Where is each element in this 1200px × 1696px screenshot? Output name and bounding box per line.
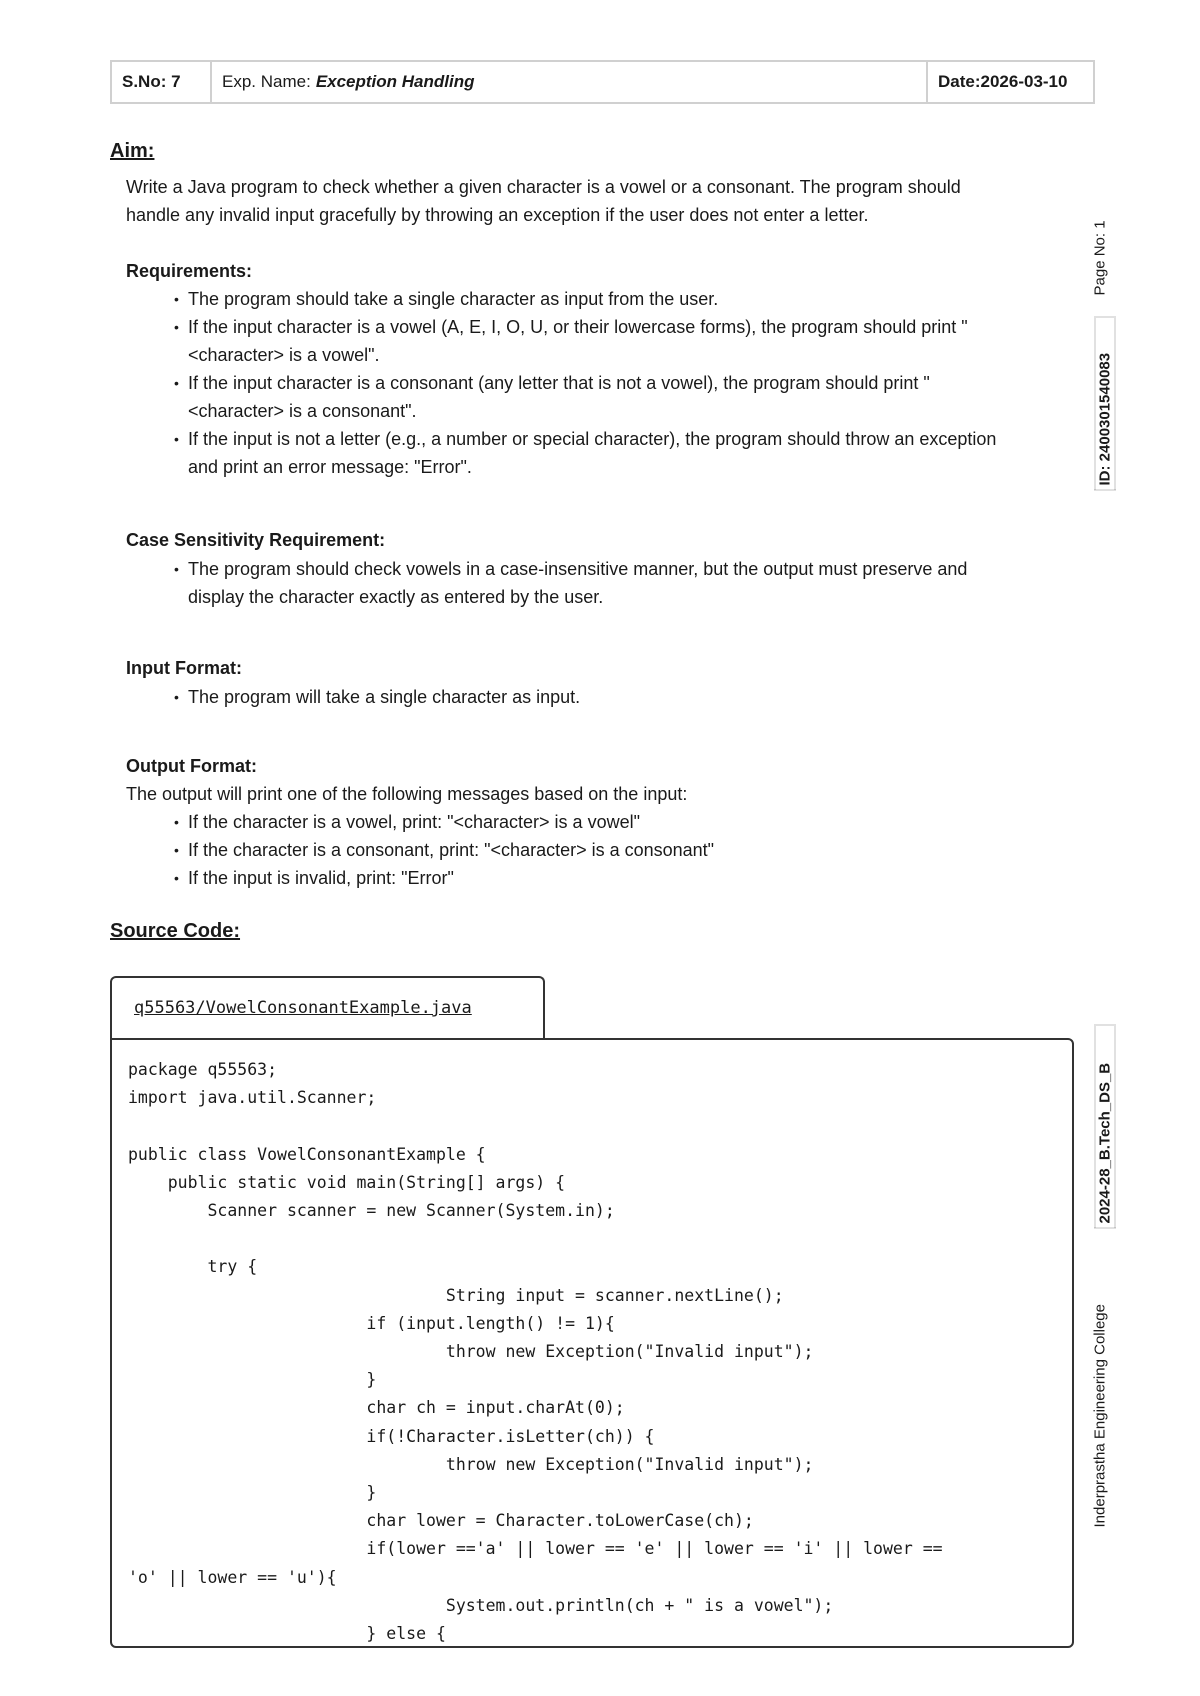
aim-line: Write a Java program to check whether a given character is a vowel or a consonant. The program should [126,177,961,197]
output-format-intro: The output will print one of the following messages based on the input: [126,784,688,804]
aim-line: handle any invalid input gracefully by throwing an exception if the user does not enter a letter. [126,205,869,225]
case-sensitivity-heading: Case Sensitivity Requirement: [126,530,386,550]
experiment-date: Date:2026-03-10 [938,72,1068,91]
list-item: • The program should check vowels in a case-insensitive manner, but the output must preserve and display the character exactly as entered by the user. [174,555,967,611]
page-number: Page No: 1 [1091,220,1109,296]
aim-text [126,173,961,229]
list-item: • The program will take a single character as input. [174,683,580,711]
list-item: • If the character is a vowel, print: "<character> is a vowel" [174,808,714,836]
list-item: • If the input character is a vowel (A, E, I, O, U, or their lowercase forms), the program should print " <character> is a vowel". [174,313,996,369]
list-item: • If the character is a consonant, print: "<character> is a consonant" [174,836,714,864]
serial-number: S.No: 7 [112,62,212,102]
source-code-heading: Source Code: [110,920,241,942]
list-item: • The program should take a single character as input from the user. [174,285,996,313]
experiment-name: Exception Handling [315,72,475,91]
case-sensitivity-list [174,555,967,611]
file-tab [110,976,545,1038]
aim-heading: Aim: [110,140,155,162]
output-format-heading: Output Format: [126,756,257,776]
output-format-list [174,808,714,892]
list-item: • If the input is not a letter (e.g., a number or special character), the program should throw an exception and print an error message: "Error". [174,425,996,481]
list-item: • If the input character is a consonant (any letter that is not a vowel), the program should print " <character> is a consonant". [174,369,996,425]
student-id: ID: 2400301540083 [1095,317,1116,491]
file-name: q55563/VowelConsonantExample.java [134,998,472,1018]
experiment-name-label: Exp. Name: [222,72,311,91]
batch-label: 2024-28_B.Tech_DS_B [1095,1025,1116,1229]
requirements-list [174,285,996,481]
source-code: package q55563; import java.util.Scanner; public class VowelConsonantExample { public static void main(String[] args) { Scanner scanner = new Scanner(System.in); try { String input = scanner.nextLine(); if (input.length() != 1){ throw new Exception("Invalid input"); } char ch = input.charAt(0); if(!Character.isLetter(ch)) { throw new Exception("Invalid input"); } char lower = Character.toLowerCase(ch); if(lower =='a' || lower == 'e' || lower == 'i' || lower == 'o' || lower == 'u'){ System.out.println(ch + " is a vowel"); } else { [128,1060,943,1644]
requirements-heading: Requirements: [126,261,253,281]
experiment-header [110,60,1095,104]
input-format-list [174,683,580,711]
college-name: Inderprastha Engineering College [1091,1304,1109,1528]
experiment-name-cell [212,62,928,102]
input-format-heading: Input Format: [126,658,242,678]
code-block [110,1038,1074,1648]
list-item: • If the input is invalid, print: "Error" [174,864,714,892]
